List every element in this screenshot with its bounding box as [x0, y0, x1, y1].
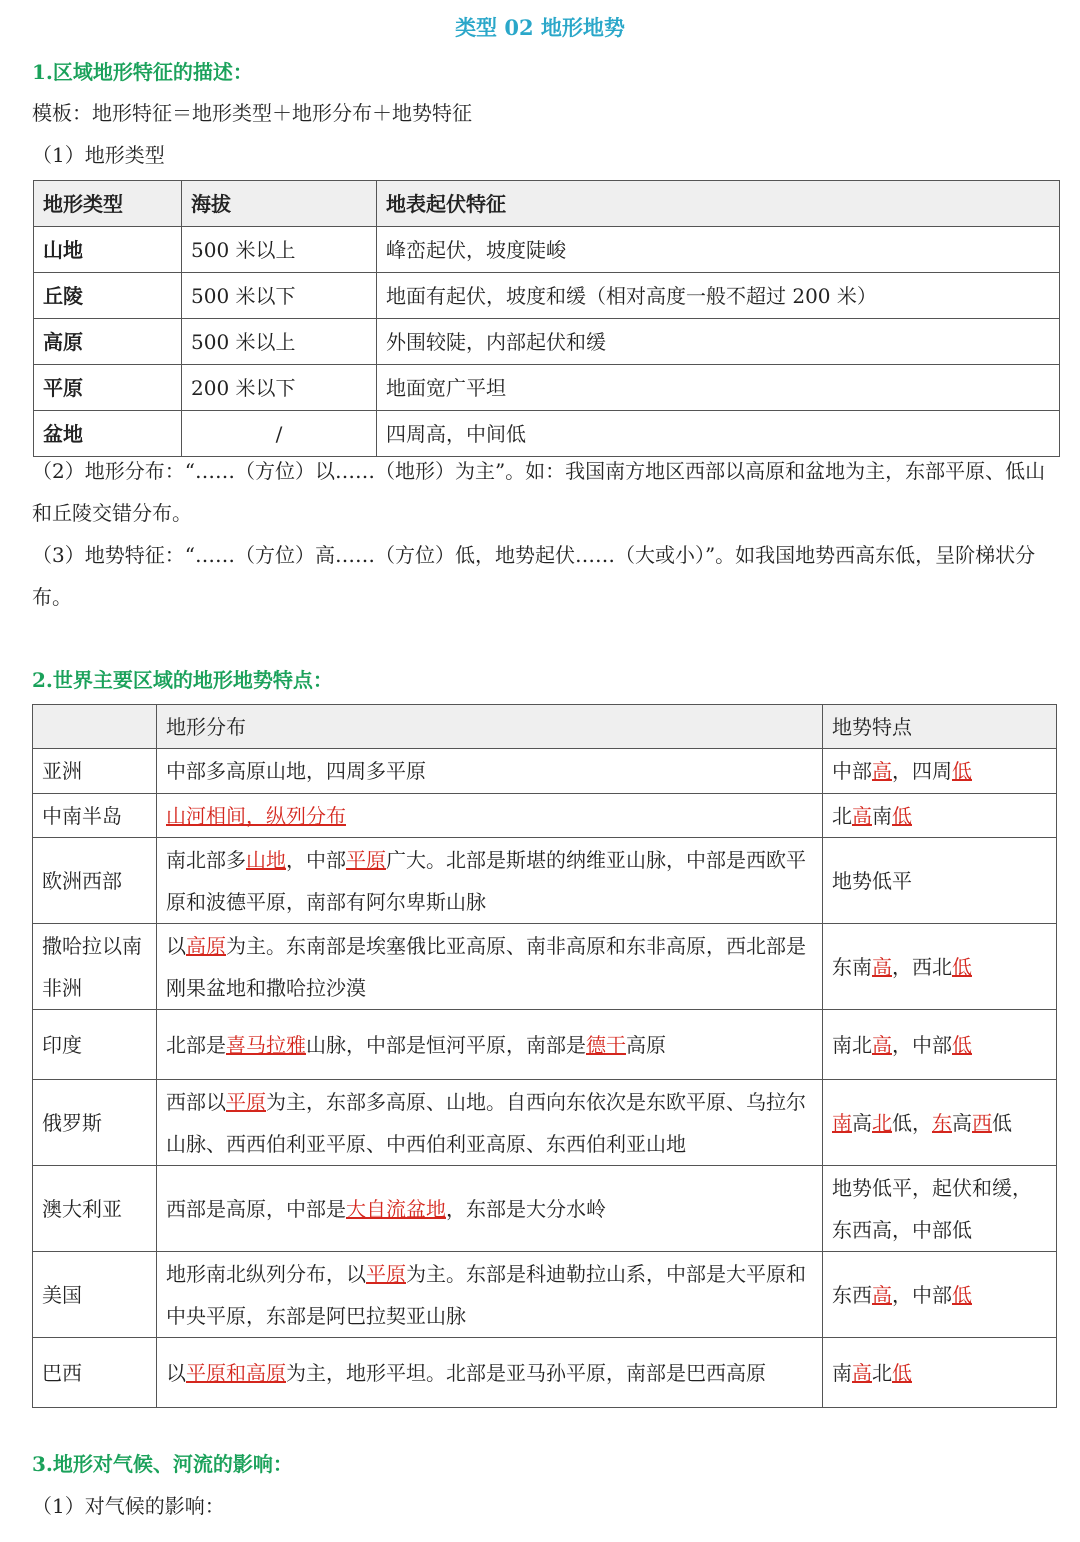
relief-cell: 峰峦起伏，坡度陡峻	[377, 227, 1060, 273]
column-header: 地形分布	[157, 705, 823, 749]
terrain-distribution-cell	[157, 924, 823, 1010]
template-formula: 模板：地形特征＝地形类型＋地形分布＋地势特征	[32, 101, 472, 125]
relief-feature-cell	[823, 1338, 1057, 1408]
altitude-cell: 500 米以上	[182, 227, 377, 273]
terrain-text: ，东部是大分水岭	[446, 1196, 606, 1221]
relief-highlight: 低	[892, 803, 912, 828]
table-row	[33, 1080, 1057, 1166]
terrain-name-cell: 山地	[34, 227, 182, 273]
altitude-cell: 500 米以下	[182, 273, 377, 319]
terrain-highlight: 德干	[586, 1032, 626, 1057]
terrain-highlight: 山地	[246, 847, 286, 872]
table-row	[33, 794, 1057, 838]
relief-feature-cell	[823, 1080, 1057, 1166]
terrain-highlight: 平原和高原	[186, 1360, 286, 1385]
terrain-highlight: 平原	[226, 1089, 266, 1114]
relief-text: 低，	[892, 1110, 932, 1135]
table-header-row	[34, 181, 1060, 227]
column-header: 地形类型	[34, 181, 182, 227]
terrain-text: 西部是高原，中部是	[166, 1196, 346, 1221]
relief-text: ，四周	[892, 759, 952, 783]
relief-highlight: 低	[952, 1282, 972, 1307]
relief-highlight: 高	[872, 1032, 892, 1057]
region-cell: 澳大利亚	[33, 1166, 157, 1252]
relief-highlight: 高	[852, 1360, 872, 1385]
region-cell: 中南半岛	[33, 794, 157, 838]
relief-feature-cell	[823, 838, 1057, 924]
terrain-distribution-cell	[157, 1338, 823, 1408]
altitude-cell: 500 米以上	[182, 319, 377, 365]
relief-highlight: 南	[832, 1110, 852, 1135]
page-title: 类型 02 地形地势	[455, 15, 625, 40]
relief-text: 南	[832, 1360, 852, 1385]
region-cell: 巴西	[33, 1338, 157, 1408]
relief-cell: 四周高，中间低	[377, 411, 1060, 457]
table-row	[33, 838, 1057, 924]
relief-highlight: 高	[872, 759, 892, 783]
column-header: 海拔	[182, 181, 377, 227]
terrain-distribution-cell	[157, 794, 823, 838]
terrain-text: ，中部	[286, 847, 346, 872]
relief-text: 中部	[832, 759, 872, 783]
terrain-highlight: 平原	[366, 1261, 406, 1286]
altitude-cell: /	[182, 411, 377, 457]
relief-cell: 地面宽广平坦	[377, 365, 1060, 411]
column-header: 地表起伏特征	[377, 181, 1060, 227]
relief-highlight: 东	[932, 1110, 952, 1135]
relief-feature-cell	[823, 1252, 1057, 1338]
section2-heading: 2.世界主要区域的地形地势特点：	[32, 668, 333, 692]
relief-cell: 地面有起伏，坡度和缓（相对高度一般不超过 200 米）	[377, 273, 1060, 319]
terrain-text: 北部是	[166, 1032, 226, 1057]
terrain-name-cell: 高原	[34, 319, 182, 365]
terrain-name-cell: 丘陵	[34, 273, 182, 319]
table-row	[34, 227, 1060, 273]
table-row	[33, 1252, 1057, 1338]
terrain-text: 南北部多	[166, 847, 246, 872]
terrain-highlight: 平原	[346, 847, 386, 872]
relief-highlight: 高	[872, 1282, 892, 1307]
region-cell: 美国	[33, 1252, 157, 1338]
region-cell: 亚洲	[33, 749, 157, 794]
relief-cell: 外围较陡，内部起伏和缓	[377, 319, 1060, 365]
relief-highlight: 北	[872, 1110, 892, 1135]
relief-text: 高	[852, 1110, 872, 1135]
terrain-name-cell: 盆地	[34, 411, 182, 457]
sub-heading-terrain-type: （1）地形类型	[32, 143, 165, 167]
table-row	[34, 319, 1060, 365]
terrain-text: 以	[166, 1360, 186, 1385]
table-row	[34, 273, 1060, 319]
relief-text: 地势低平	[832, 868, 912, 893]
relief-text: 地势低平，起伏和缓，东西高，中部低	[832, 1175, 1032, 1242]
terrain-text: 为主。东南部是埃塞俄比亚高原、南非高原和东非高原，西北部是刚果盆地和撒哈拉沙漠	[166, 933, 806, 1000]
relief-highlight: 低	[952, 954, 972, 979]
relief-highlight: 低	[892, 1360, 912, 1385]
region-cell: 欧洲西部	[33, 838, 157, 924]
terrain-text: 地形南北纵列分布，以	[166, 1261, 366, 1286]
relief-highlight: 高	[872, 954, 892, 979]
region-cell: 撒哈拉以南非洲	[33, 924, 157, 1010]
terrain-type-table	[33, 180, 1060, 457]
relief-text: ，西北	[892, 954, 952, 979]
terrain-distribution-cell	[157, 1010, 823, 1080]
relief-highlight: 低	[952, 759, 972, 783]
terrain-distribution-cell	[157, 1080, 823, 1166]
terrain-text: 高原	[626, 1032, 666, 1057]
terrain-distribution-cell	[157, 1166, 823, 1252]
terrain-text: 中部多高原山地，四周多平原	[166, 759, 426, 783]
relief-feature-text: （3）地势特征：“……（方位）高……（方位）低，地势起伏……（大或小）”。如我国地势西高东低，呈阶梯状分布。	[32, 543, 1036, 609]
sub-heading-climate: （1）对气候的影响：	[32, 1494, 225, 1518]
relief-text: 北	[832, 803, 852, 828]
column-header: 地势特点	[823, 705, 1057, 749]
terrain-text: 以	[166, 933, 186, 958]
terrain-text: 广大。北部是斯堪的纳维亚山脉，中部是西欧平原和波德平原，南部有阿尔卑斯山脉	[166, 847, 806, 914]
world-regions-table	[32, 704, 1057, 1408]
table-row	[33, 1010, 1057, 1080]
relief-text: 高	[952, 1110, 972, 1135]
terrain-text: 为主，东部多高原、山地。自西向东依次是东欧平原、乌拉尔山脉、西西伯利亚平原、中西伯利亚高原、东西伯利亚山地	[166, 1089, 806, 1156]
terrain-text: 为主，地形平坦。北部是亚马孙平原，南部是巴西高原	[286, 1360, 766, 1385]
table-header-row	[33, 705, 1057, 749]
section1-heading: 1.区域地形特征的描述：	[32, 60, 253, 84]
table-row	[33, 924, 1057, 1010]
terrain-highlight: 喜马拉雅	[226, 1032, 306, 1057]
relief-feature-cell	[823, 794, 1057, 838]
terrain-distribution-text: （2）地形分布：“……（方位）以……（地形）为主”。如：我国南方地区西部以高原和盆地为主，东部平原、低山和丘陵交错分布。	[32, 459, 1046, 525]
table-row	[33, 749, 1057, 794]
region-cell: 俄罗斯	[33, 1080, 157, 1166]
terrain-highlight: 大自流盆地	[346, 1196, 446, 1221]
table-row	[34, 365, 1060, 411]
terrain-highlight: 高原	[186, 933, 226, 958]
relief-highlight: 高	[852, 803, 872, 828]
relief-text: ，中部	[892, 1032, 952, 1057]
terrain-name-cell: 平原	[34, 365, 182, 411]
terrain-text: 为主。东部是科迪勒拉山系，中部是大平原和中央平原，东部是阿巴拉契亚山脉	[166, 1261, 806, 1328]
relief-feature-cell	[823, 1166, 1057, 1252]
relief-feature-cell	[823, 924, 1057, 1010]
relief-text: 东西	[832, 1282, 872, 1307]
altitude-cell: 200 米以下	[182, 365, 377, 411]
terrain-text: 西部以	[166, 1089, 226, 1114]
relief-feature-cell	[823, 749, 1057, 794]
section3-heading: 3.地形对气候、河流的影响：	[32, 1452, 293, 1476]
relief-text: 北	[872, 1360, 892, 1385]
relief-highlight: 低	[952, 1032, 972, 1057]
relief-text: 低	[992, 1110, 1012, 1135]
relief-text: 南北	[832, 1032, 872, 1057]
relief-feature-cell	[823, 1010, 1057, 1080]
relief-highlight: 西	[972, 1110, 992, 1135]
terrain-text: 山脉，中部是恒河平原，南部是	[306, 1032, 586, 1057]
relief-text: ，中部	[892, 1282, 952, 1307]
terrain-highlight: 山河相间，纵列分布	[166, 803, 346, 828]
relief-text: 南	[872, 803, 892, 828]
relief-text: 东南	[832, 954, 872, 979]
column-header	[33, 705, 157, 749]
region-cell: 印度	[33, 1010, 157, 1080]
table-row	[33, 1166, 1057, 1252]
terrain-distribution-cell	[157, 749, 823, 794]
terrain-distribution-cell	[157, 1252, 823, 1338]
terrain-distribution-cell	[157, 838, 823, 924]
table-row	[33, 1338, 1057, 1408]
